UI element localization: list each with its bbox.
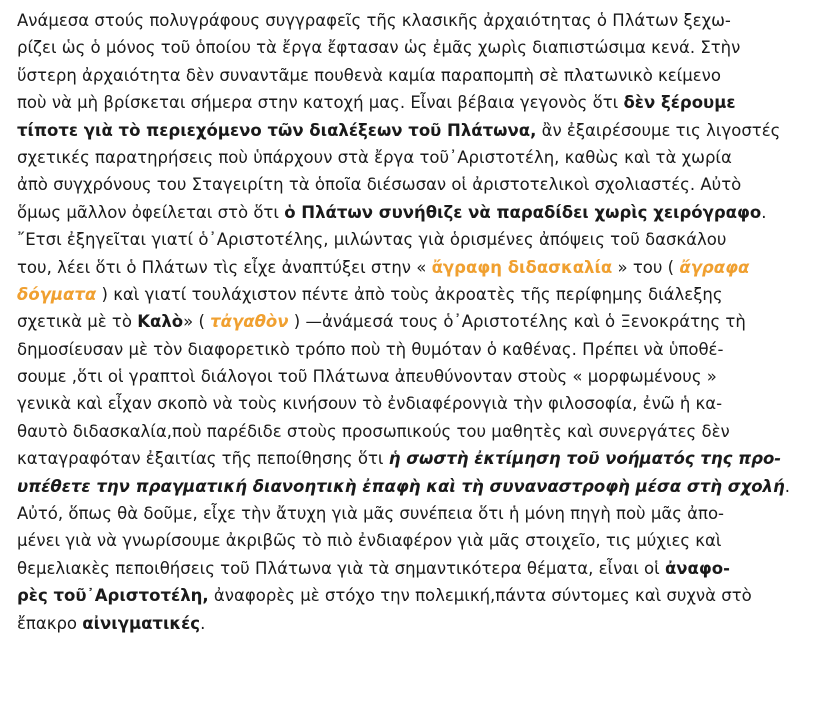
text-line bbox=[17, 363, 816, 390]
text-line bbox=[17, 610, 816, 637]
bold-italic-text-run: υπέθετε την πραγματική διανοητικὴ ἐπαφὴ καὶ τὴ συναναστροφὴ μέσα στὴ σχολή bbox=[17, 476, 785, 496]
bold-text-run: ἀναφο- bbox=[664, 558, 730, 578]
text-run: Αὐτό, ὅπως θὰ δοῦμε, εἶχε τὴν ἄτυχη γιὰ μᾶς συνέπεια ὅτι ἡ μόνη πηγὴ ποὺ μᾶς ἀπο- bbox=[17, 504, 725, 524]
text-run: ) καὶ γιατί τουλάχιστον πέντε ἀπὸ τοὺς ἀκροατὲς τῆς περίφημης διάλεξης bbox=[96, 284, 723, 304]
text-line bbox=[17, 500, 816, 527]
text-line bbox=[17, 555, 816, 582]
text-run: ὕστερη ἀρχαιότητα δὲν συναντᾶμε πουθενὰ καμία παραπομπὴ σὲ πλατωνικὸ κείμενο bbox=[17, 65, 721, 85]
text-run: . bbox=[784, 476, 790, 496]
text-line bbox=[17, 582, 816, 609]
text-run: ποὺ νὰ μὴ βρίσκεται σήμερα στην κατοχή μας. Εἶναι βέβαια γεγονὸς ὅτι bbox=[17, 93, 624, 113]
text-line bbox=[17, 281, 816, 308]
text-line bbox=[17, 89, 816, 116]
text-run: θεμελιακὲς πεποιθήσεις τοῦ Πλάτωνα γιὰ τὰ σημαντικότερα θέματα, εἶναι οἱ bbox=[17, 558, 665, 578]
text-run: ἂν ἐξαιρέσουμε τις λιγοστές bbox=[536, 120, 781, 140]
text-run: σχετικὰ μὲ τὸ bbox=[17, 312, 138, 332]
bold-text-run: Καλὸ bbox=[137, 312, 184, 332]
bold-text-run: δὲν ξέρουμε bbox=[623, 93, 736, 113]
text-line bbox=[17, 390, 816, 417]
bold-text-run: ὁ Πλάτων συνήθιζε νὰ παραδίδει χωρὶς χειρόγραφο bbox=[284, 202, 762, 222]
bold-text-run: ρὲς τοῦ᾿Αριστοτέλη, bbox=[17, 586, 209, 606]
text-run: ῎Ετσι ἐξηγεῖται γιατί ὁ᾿Αριστοτέλης, μιλώντας γιὰ ὁρισμένες ἀπόψεις τοῦ δασκάλου bbox=[17, 230, 727, 250]
text-line bbox=[17, 527, 816, 554]
text-line bbox=[17, 308, 816, 335]
text-run: θαυτὸ διδασκαλία,ποὺ παρέδιδε στοὺς προσωπικούς του μαθητὲς καὶ συνεργάτες δὲν bbox=[17, 421, 730, 441]
text-line bbox=[17, 34, 816, 61]
highlight-italic-text-run: τἀγαθὸν bbox=[210, 312, 289, 332]
text-run: ὅμως μᾶλλον ὀφείλεται στὸ ὅτι bbox=[17, 202, 285, 222]
text-line bbox=[17, 226, 816, 253]
text-line bbox=[17, 418, 816, 445]
text-run: σουμε ,ὅτι οἱ γραπτοὶ διάλογοι τοῦ Πλάτωνα ἀπευθύνονταν στοὺς « μορφωμένους » bbox=[17, 367, 717, 387]
highlight-italic-text-run: δόγματα bbox=[17, 284, 97, 304]
bold-text-run: τίποτε γιὰ τὸ περιεχόμενο τῶν διαλέξεων τοῦ Πλάτωνα, bbox=[17, 120, 537, 140]
text-line bbox=[17, 171, 816, 198]
text-run: . bbox=[761, 202, 767, 222]
text-run: ἔπακρο bbox=[17, 613, 83, 633]
text-line bbox=[17, 7, 816, 34]
text-line bbox=[17, 144, 816, 171]
text-run: . bbox=[200, 613, 206, 633]
text-run: μένει γιὰ νὰ γνωρίσουμε ἀκριβῶς τὸ πιὸ ἐνδιαφέρον γιὰ μᾶς στοιχεῖο, τις μύχιες καὶ bbox=[17, 531, 722, 551]
text-run: γενικὰ καὶ εἶχαν σκοπὸ νὰ τοὺς κινήσουν τὸ ἐνδιαφέρονγιὰ τὴν φιλοσοφία, ἐνῶ ἡ κα- bbox=[17, 394, 723, 414]
text-line bbox=[17, 254, 816, 281]
text-run: σχετικές παρατηρήσεις ποὺ ὑπάρχουν στὰ ἔργα τοῦ᾿Αριστοτέλη, καθὼς καὶ τὰ χωρία bbox=[17, 147, 732, 167]
highlight-italic-text-run: ἄγραφα bbox=[679, 257, 750, 277]
text-run: ἀναφορὲς μὲ στόχο την πολεμική,πάντα σύντομες καὶ συχνὰ στὸ bbox=[208, 586, 752, 606]
text-run: ) —ἀνάμεσά τους ὁ᾿Αριστοτέλης καὶ ὁ Ξενοκράτης τὴ bbox=[288, 312, 746, 332]
text-run: δημοσίευσαν μὲ τὸν διαφορετικὸ τρόπο ποὺ τὴ θυμόταν ὁ καθένας. Πρέπει νὰ ὑποθέ- bbox=[17, 339, 724, 359]
text-run: ρίζει ὡς ὁ μόνος τοῦ ὁποίου τὰ ἔργα ἔφτασαν ὡς ἐμᾶς χωρὶς διαπιστώσιμα κενά. Στὴν bbox=[17, 38, 741, 58]
text-line bbox=[17, 62, 816, 89]
bold-text-run: αἰνιγματικές bbox=[82, 613, 201, 633]
text-line bbox=[17, 117, 816, 144]
text-run: Ανάμεσα στούς πολυγράφους συγγραφεῖς τῆς κλασικῆς ἀρχαιότητας ὁ Πλάτων ξεχω- bbox=[17, 11, 731, 30]
text-run: » ( bbox=[183, 312, 211, 332]
text-line bbox=[17, 199, 816, 226]
text-run: καταγραφόταν ἐξαιτίας τῆς πεποίθησης ὅτι bbox=[17, 449, 389, 469]
text-run: » του ( bbox=[612, 257, 680, 277]
bold-italic-text-run: ἡ σωστὴ ἐκτίμηση τοῦ νοήματός της προ- bbox=[388, 449, 782, 469]
text-line bbox=[17, 336, 816, 363]
text-line bbox=[17, 445, 816, 472]
text-run: ἀπὸ συγχρόνους του Σταγειρίτη τὰ ὁποῖα διέσωσαν οἱ ἀριστοτελικοὶ σχολιαστές. Αὐτὸ bbox=[17, 175, 742, 195]
text-line bbox=[17, 473, 816, 500]
text-run: του, λέει ὅτι ὁ Πλάτων τὶς εἶχε ἀναπτύξει στην « bbox=[17, 257, 432, 277]
highlight-text-run: ἄγραφη διδασκαλία bbox=[431, 257, 613, 277]
